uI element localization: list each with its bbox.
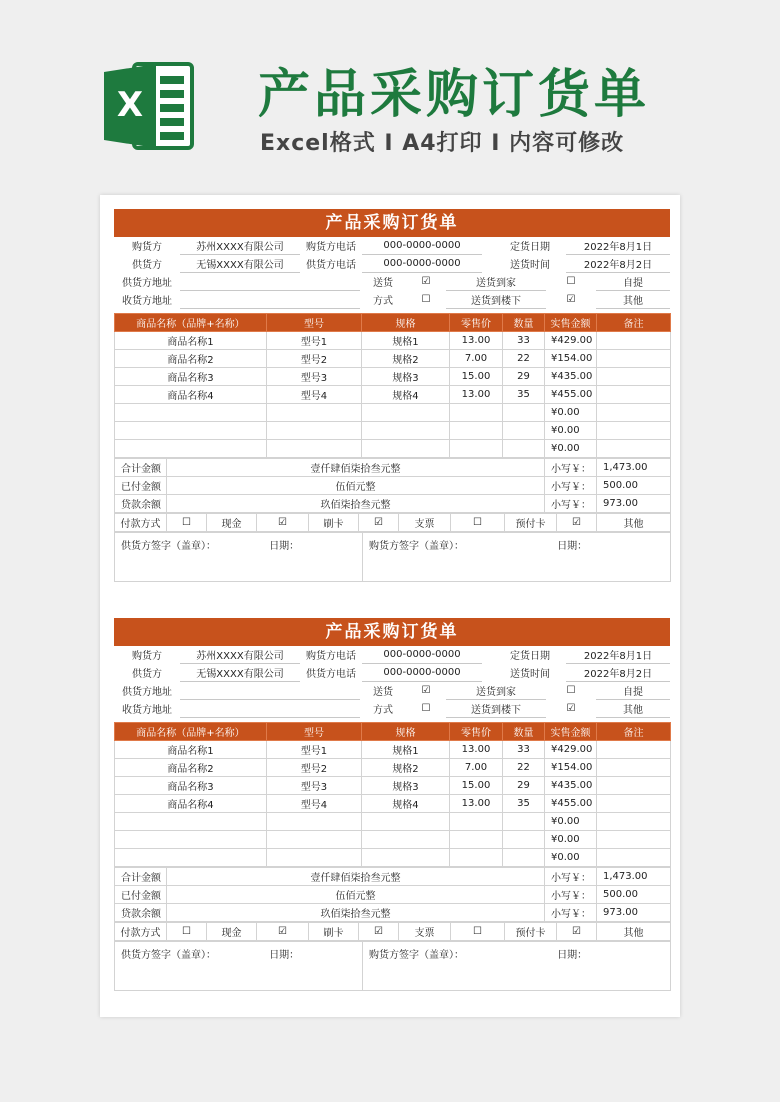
table-cell[interactable]: 35 [503, 795, 545, 813]
summary-row [115, 495, 671, 513]
supplier-label: 供货方 [132, 260, 162, 271]
table-cell[interactable]: 规格4 [362, 795, 450, 813]
checkbox-cash[interactable]: ☐ [167, 514, 207, 532]
order-info-table [114, 237, 670, 273]
checkbox-check[interactable]: ☑ [359, 923, 399, 941]
table-cell[interactable] [362, 831, 450, 849]
table-row [115, 813, 671, 831]
order-date-label: 定货日期 [510, 651, 550, 663]
pay-prepaid: 预付卡 [505, 514, 557, 532]
table-cell[interactable]: 型号3 [267, 777, 362, 795]
opt-downstairs: 送货到楼下 [446, 700, 546, 718]
table-cell[interactable] [450, 404, 503, 422]
table-cell[interactable]: 35 [503, 386, 545, 404]
table-cell[interactable] [597, 777, 671, 795]
order-form-1 [114, 209, 670, 582]
table-cell[interactable]: ¥429.00 [545, 741, 597, 759]
table-cell[interactable] [503, 422, 545, 440]
buyer-date-label: 日期： [557, 950, 588, 961]
column-header: 数量 [503, 314, 545, 332]
payment-table [114, 922, 671, 941]
buyer-phone-label: 购货方电话 [306, 651, 356, 663]
table-cell[interactable]: ¥429.00 [545, 332, 597, 350]
receiver-addr-label: 收货方地址 [122, 296, 172, 307]
opt-other-delivery: 其他 [596, 700, 670, 718]
table-cell[interactable] [267, 404, 362, 422]
form-title: 产品采购订货单 [114, 209, 670, 237]
pay-other: 其他 [597, 514, 671, 532]
pay-card: 刷卡 [309, 514, 359, 532]
table-cell[interactable]: 商品名称3 [115, 777, 267, 795]
table-cell[interactable] [597, 404, 671, 422]
summary-row [115, 459, 671, 477]
buyer-phone-value[interactable]: 000-0000-0000 [362, 237, 482, 255]
supplier-sign-label: 供货方签字（盖章）： [121, 950, 216, 961]
table-row [115, 422, 671, 440]
table-cell[interactable]: ¥154.00 [545, 759, 597, 777]
page-title: 产品采购订货单 [258, 65, 651, 125]
items-table [114, 313, 671, 458]
checkbox-card[interactable]: ☑ [257, 923, 309, 941]
table-cell[interactable]: 7.00 [450, 759, 503, 777]
sheet-paper [100, 195, 680, 1017]
buyer-signature[interactable] [363, 942, 671, 991]
supplier-addr-label: 供货方地址 [122, 278, 172, 290]
column-header: 型号 [267, 723, 362, 741]
supplier-sign-label: 供货方签字（盖章）： [121, 541, 216, 552]
summary-small-label: 小写￥： [545, 495, 597, 513]
table-cell[interactable] [267, 831, 362, 849]
table-cell[interactable] [597, 795, 671, 813]
table-cell[interactable]: 型号3 [267, 368, 362, 386]
table-cell[interactable]: 型号2 [267, 759, 362, 777]
table-cell[interactable]: 7.00 [450, 350, 503, 368]
summary-amount[interactable]: 973.00 [597, 904, 671, 922]
table-cell[interactable]: 15.00 [450, 368, 503, 386]
items-header-row [115, 314, 671, 332]
summary-label: 已付金额 [115, 477, 167, 495]
table-cell[interactable] [115, 849, 267, 867]
table-row [115, 404, 671, 422]
table-cell[interactable]: 33 [503, 332, 545, 350]
payment-table [114, 513, 671, 532]
summary-amount-words[interactable]: 玖佰柒拾叁元整 [167, 495, 545, 513]
checkbox-downstairs[interactable]: ☐ [421, 703, 431, 714]
table-cell[interactable]: 规格4 [362, 386, 450, 404]
supplier-value[interactable]: 无锡XXXX有限公司 [180, 664, 300, 682]
table-cell[interactable] [450, 813, 503, 831]
payment-label: 付款方式 [115, 923, 167, 941]
delivery-label-2: 方式 [373, 296, 393, 307]
receiver-addr-label: 收货方地址 [122, 705, 172, 716]
buyer-phone-label: 购货方电话 [306, 242, 356, 254]
table-cell[interactable]: 规格3 [362, 777, 450, 795]
table-cell[interactable]: 22 [503, 759, 545, 777]
supplier-phone-value[interactable]: 000-0000-0000 [362, 664, 482, 682]
table-cell[interactable]: 规格1 [362, 741, 450, 759]
column-header: 商品名称（品牌+名称） [115, 723, 267, 741]
order-date-label: 定货日期 [510, 242, 550, 254]
column-header: 实售金额 [545, 314, 597, 332]
table-cell[interactable]: ¥455.00 [545, 386, 597, 404]
table-row [115, 332, 671, 350]
table-cell[interactable]: ¥435.00 [545, 777, 597, 795]
opt-other-delivery: 其他 [596, 291, 670, 309]
buyer-signature[interactable] [363, 533, 671, 582]
summary-amount-words[interactable]: 伍佰元整 [167, 477, 545, 495]
summary-small-label: 小写￥： [545, 477, 597, 495]
table-cell[interactable]: ¥435.00 [545, 368, 597, 386]
column-header: 实售金额 [545, 723, 597, 741]
table-cell[interactable] [503, 849, 545, 867]
table-cell[interactable] [115, 831, 267, 849]
supplier-label: 供货方 [132, 669, 162, 680]
buyer-value[interactable]: 苏州XXXX有限公司 [180, 237, 300, 255]
table-cell[interactable]: ¥0.00 [545, 440, 597, 458]
supplier-date-label: 日期： [269, 541, 300, 552]
table-cell[interactable]: 15.00 [450, 777, 503, 795]
summary-amount[interactable]: 973.00 [597, 495, 671, 513]
summary-row [115, 477, 671, 495]
table-cell[interactable]: 29 [503, 368, 545, 386]
summary-label: 贷款余额 [115, 495, 167, 513]
summary-small-label: 小写￥： [545, 904, 597, 922]
table-cell[interactable] [597, 368, 671, 386]
table-cell[interactable]: 13.00 [450, 332, 503, 350]
table-row [115, 741, 671, 759]
summary-row [115, 886, 671, 904]
delivery-label: 送货 [373, 687, 393, 699]
table-cell[interactable]: 商品名称4 [115, 386, 267, 404]
supplier-phone-label: 供货方电话 [306, 669, 356, 680]
payment-label: 付款方式 [115, 514, 167, 532]
summary-row [115, 868, 671, 886]
table-cell[interactable] [267, 422, 362, 440]
items-header-row [115, 723, 671, 741]
table-cell[interactable] [362, 422, 450, 440]
table-cell[interactable]: 商品名称3 [115, 368, 267, 386]
column-header: 商品名称（品牌+名称） [115, 314, 267, 332]
table-cell[interactable]: 商品名称2 [115, 350, 267, 368]
table-cell[interactable]: ¥0.00 [545, 404, 597, 422]
table-row [115, 777, 671, 795]
supplier-date-label: 日期： [269, 950, 300, 961]
opt-door: 送货到家 [446, 682, 546, 700]
table-cell[interactable]: 13.00 [450, 741, 503, 759]
receiver-addr-value[interactable] [180, 700, 360, 718]
checkbox-pickup[interactable]: ☐ [566, 276, 576, 288]
ship-date-value[interactable]: 2022年8月2日 [566, 255, 670, 273]
supplier-phone-label: 供货方电话 [306, 260, 356, 271]
table-cell[interactable]: ¥455.00 [545, 795, 597, 813]
table-cell[interactable] [597, 759, 671, 777]
summary-amount-words[interactable]: 壹仟肆佰柒拾叁元整 [167, 459, 545, 477]
buyer-value[interactable]: 苏州XXXX有限公司 [180, 646, 300, 664]
summary-label: 已付金额 [115, 886, 167, 904]
column-header: 规格 [362, 723, 450, 741]
table-cell[interactable]: 商品名称4 [115, 795, 267, 813]
checkbox-other-delivery[interactable]: ☑ [566, 294, 576, 305]
summary-small-label: 小写￥： [545, 459, 597, 477]
table-cell[interactable] [115, 813, 267, 831]
table-cell[interactable]: 13.00 [450, 386, 503, 404]
items-table [114, 722, 671, 867]
table-cell[interactable] [503, 813, 545, 831]
table-cell[interactable]: ¥0.00 [545, 422, 597, 440]
order-date-value[interactable]: 2022年8月1日 [566, 237, 670, 255]
column-header: 数量 [503, 723, 545, 741]
buyer-phone-value[interactable]: 000-0000-0000 [362, 646, 482, 664]
table-cell[interactable] [115, 440, 267, 458]
summary-amount[interactable]: 500.00 [597, 477, 671, 495]
table-cell[interactable] [115, 422, 267, 440]
summary-label: 贷款余额 [115, 904, 167, 922]
table-cell[interactable] [503, 831, 545, 849]
table-cell[interactable] [362, 813, 450, 831]
buyer-sign-label: 购货方签字（盖章）： [369, 541, 464, 552]
table-row [115, 440, 671, 458]
opt-door: 送货到家 [446, 273, 546, 291]
checkbox-pickup[interactable]: ☐ [566, 685, 576, 697]
table-cell[interactable]: 型号4 [267, 795, 362, 813]
table-cell[interactable]: 33 [503, 741, 545, 759]
summary-small-label: 小写￥： [545, 886, 597, 904]
summary-label: 合计金额 [115, 459, 167, 477]
column-header: 型号 [267, 314, 362, 332]
table-row [115, 350, 671, 368]
opt-downstairs: 送货到楼下 [446, 291, 546, 309]
signature-table [114, 532, 671, 582]
order-date-value[interactable]: 2022年8月1日 [566, 646, 670, 664]
table-cell[interactable] [450, 440, 503, 458]
excel-icon [100, 58, 196, 154]
pay-check: 支票 [399, 514, 451, 532]
table-row [115, 386, 671, 404]
delivery-label: 送货 [373, 278, 393, 290]
table-cell[interactable]: 22 [503, 350, 545, 368]
order-info-table [114, 646, 670, 682]
table-cell[interactable]: 规格3 [362, 368, 450, 386]
table-cell[interactable] [267, 813, 362, 831]
checkbox-card[interactable]: ☑ [257, 514, 309, 532]
summary-amount[interactable]: 500.00 [597, 886, 671, 904]
supplier-addr-value[interactable] [180, 273, 360, 291]
ship-date-value[interactable]: 2022年8月2日 [566, 664, 670, 682]
pay-cash: 现金 [207, 514, 257, 532]
table-cell[interactable] [450, 849, 503, 867]
checkbox-door[interactable]: ☑ [421, 276, 431, 288]
summary-label: 合计金额 [115, 868, 167, 886]
table-cell[interactable]: 型号1 [267, 741, 362, 759]
supplier-signature[interactable] [115, 942, 363, 991]
column-header: 零售价 [450, 723, 503, 741]
table-cell[interactable] [597, 350, 671, 368]
column-header: 备注 [597, 314, 671, 332]
supplier-addr-label: 供货方地址 [122, 687, 172, 699]
column-header: 零售价 [450, 314, 503, 332]
buyer-label: 购货方 [132, 651, 162, 663]
table-cell[interactable] [450, 831, 503, 849]
summary-amount-words[interactable]: 壹仟肆佰柒拾叁元整 [167, 868, 545, 886]
signature-table [114, 941, 671, 991]
opt-pickup: 自提 [596, 273, 670, 291]
table-cell[interactable]: 型号2 [267, 350, 362, 368]
buyer-label: 购货方 [132, 242, 162, 254]
table-cell[interactable]: 29 [503, 777, 545, 795]
table-cell[interactable] [597, 422, 671, 440]
table-cell[interactable] [267, 440, 362, 458]
table-cell[interactable] [597, 741, 671, 759]
checkbox-door[interactable]: ☑ [421, 685, 431, 697]
table-cell[interactable] [115, 404, 267, 422]
table-cell[interactable] [597, 831, 671, 849]
table-cell[interactable] [362, 849, 450, 867]
table-cell[interactable]: 型号4 [267, 386, 362, 404]
table-row [115, 759, 671, 777]
ship-date-label: 送货时间 [510, 260, 550, 271]
table-cell[interactable] [597, 440, 671, 458]
checkbox-other-pay[interactable]: ☑ [557, 514, 597, 532]
summary-table [114, 458, 671, 513]
table-cell[interactable] [597, 813, 671, 831]
table-cell[interactable]: ¥0.00 [545, 849, 597, 867]
pay-prepaid: 预付卡 [505, 923, 557, 941]
table-cell[interactable] [362, 440, 450, 458]
checkbox-other-delivery[interactable]: ☑ [566, 703, 576, 714]
table-cell[interactable]: 商品名称2 [115, 759, 267, 777]
pay-card: 刷卡 [309, 923, 359, 941]
supplier-value[interactable]: 无锡XXXX有限公司 [180, 255, 300, 273]
checkbox-cash[interactable]: ☐ [167, 923, 207, 941]
pay-check: 支票 [399, 923, 451, 941]
form-title: 产品采购订货单 [114, 618, 670, 646]
table-cell[interactable]: 规格2 [362, 350, 450, 368]
table-cell[interactable]: 规格2 [362, 759, 450, 777]
pay-cash: 现金 [207, 923, 257, 941]
table-row [115, 849, 671, 867]
checkbox-check[interactable]: ☑ [359, 514, 399, 532]
table-cell[interactable]: 型号1 [267, 332, 362, 350]
summary-row [115, 904, 671, 922]
address-delivery-table [114, 273, 670, 309]
summary-amount[interactable]: 1,473.00 [597, 868, 671, 886]
checkbox-downstairs[interactable]: ☐ [421, 294, 431, 305]
table-cell[interactable]: 商品名称1 [115, 332, 267, 350]
excel-icon-letter: X [116, 85, 144, 125]
table-cell[interactable]: 商品名称1 [115, 741, 267, 759]
summary-amount-words[interactable]: 伍佰元整 [167, 886, 545, 904]
table-cell[interactable] [597, 386, 671, 404]
table-cell[interactable] [503, 404, 545, 422]
summary-table [114, 867, 671, 922]
order-form-2 [114, 618, 670, 991]
column-header: 规格 [362, 314, 450, 332]
table-cell[interactable] [362, 404, 450, 422]
summary-small-label: 小写￥： [545, 868, 597, 886]
table-cell[interactable]: ¥154.00 [545, 350, 597, 368]
delivery-label-2: 方式 [373, 705, 393, 716]
table-row [115, 831, 671, 849]
ship-date-label: 送货时间 [510, 669, 550, 680]
supplier-signature[interactable] [115, 533, 363, 582]
table-cell[interactable] [450, 422, 503, 440]
receiver-addr-value[interactable] [180, 291, 360, 309]
checkbox-prepaid[interactable]: ☐ [451, 923, 505, 941]
supplier-addr-value[interactable] [180, 682, 360, 700]
page-subtitle: Excel格式 I A4打印 I 内容可修改 [260, 131, 625, 156]
opt-pickup: 自提 [596, 682, 670, 700]
checkbox-other-pay[interactable]: ☑ [557, 923, 597, 941]
table-row [115, 795, 671, 813]
page-header [0, 0, 780, 190]
column-header: 备注 [597, 723, 671, 741]
summary-amount[interactable]: 1,473.00 [597, 459, 671, 477]
buyer-date-label: 日期： [557, 541, 588, 552]
table-cell[interactable] [597, 849, 671, 867]
pay-other: 其他 [597, 923, 671, 941]
buyer-sign-label: 购货方签字（盖章）： [369, 950, 464, 961]
table-cell[interactable]: ¥0.00 [545, 831, 597, 849]
table-cell[interactable]: 规格1 [362, 332, 450, 350]
address-delivery-table [114, 682, 670, 718]
table-cell[interactable]: 13.00 [450, 795, 503, 813]
table-cell[interactable] [597, 332, 671, 350]
table-cell[interactable] [503, 440, 545, 458]
table-cell[interactable] [267, 849, 362, 867]
table-cell[interactable]: ¥0.00 [545, 813, 597, 831]
summary-amount-words[interactable]: 玖佰柒拾叁元整 [167, 904, 545, 922]
supplier-phone-value[interactable]: 000-0000-0000 [362, 255, 482, 273]
checkbox-prepaid[interactable]: ☐ [451, 514, 505, 532]
table-row [115, 368, 671, 386]
